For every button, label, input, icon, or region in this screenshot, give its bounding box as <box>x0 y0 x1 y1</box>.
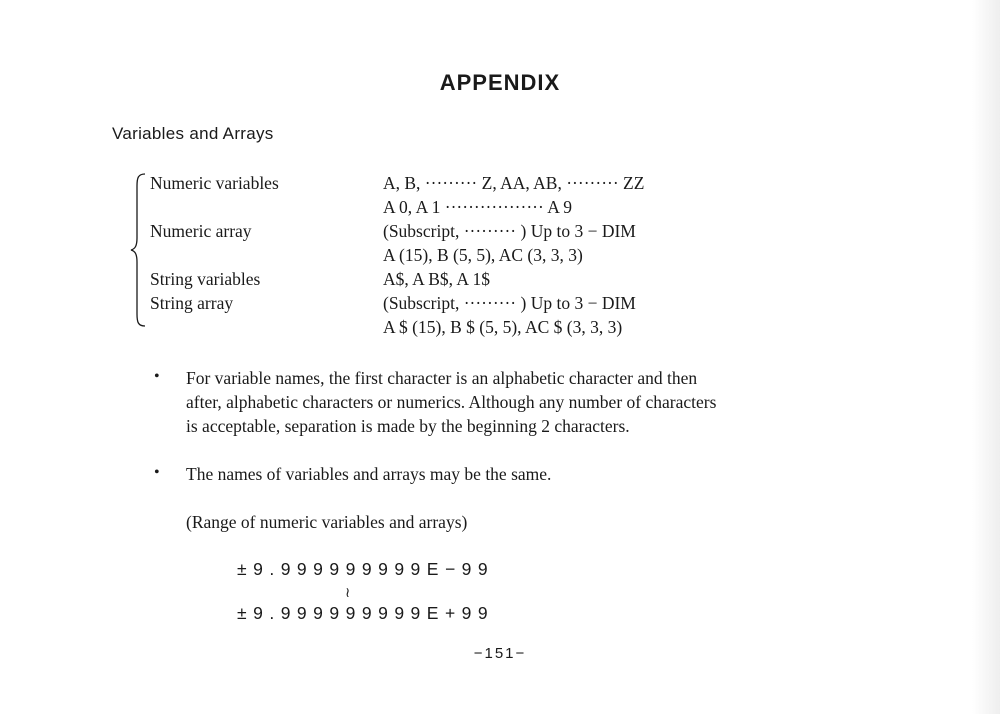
bullet-paragraph <box>186 366 886 438</box>
term-label: String array <box>150 293 234 313</box>
left-brace-icon <box>128 172 148 328</box>
term-value: A$, A B$, A 1$ <box>383 269 490 289</box>
range-lower-bound: ±9.999999999E−99 <box>237 559 495 579</box>
bullet-paragraph <box>186 462 886 486</box>
term-value: A (15), B (5, 5), AC (3, 3, 3) <box>383 245 583 265</box>
term-value: A $ (15), B $ (5, 5), AC $ (3, 3, 3) <box>383 317 623 337</box>
term-value: (Subscript, ········· ) Up to 3 − DIM <box>383 221 636 241</box>
term-label: Numeric array <box>150 221 252 241</box>
page-number: −151− <box>473 645 527 662</box>
range-heading: (Range of numeric variables and arrays) <box>186 512 468 532</box>
paragraph-line: is acceptable, separation is made by the beginning 2 characters. <box>186 416 630 436</box>
page-edge-shadow <box>972 0 1000 714</box>
bullet-icon: • <box>154 368 160 385</box>
term-value: A 0, A 1 ················· A 9 <box>383 197 573 217</box>
paragraph-line: For variable names, the first character is an alphabetic character and then <box>186 368 698 388</box>
paragraph-line: after, alphabetic characters or numerics. Although any number of characters <box>186 392 717 412</box>
section-heading: Variables and Arrays <box>112 124 274 143</box>
term-label: String variables <box>150 269 261 289</box>
range-upper-bound: ±9.999999999E+99 <box>237 603 495 623</box>
page-title: APPENDIX <box>439 70 561 95</box>
paragraph-line: The names of variables and arrays may be the same. <box>186 464 552 484</box>
bullet-icon: • <box>154 464 160 481</box>
term-value: A, B, ········· Z, AA, AB, ········· ZZ <box>383 173 645 193</box>
term-value: (Subscript, ········· ) Up to 3 − DIM <box>383 293 636 313</box>
term-label: Numeric variables <box>150 173 279 193</box>
range-separator: ≀ <box>345 586 351 601</box>
